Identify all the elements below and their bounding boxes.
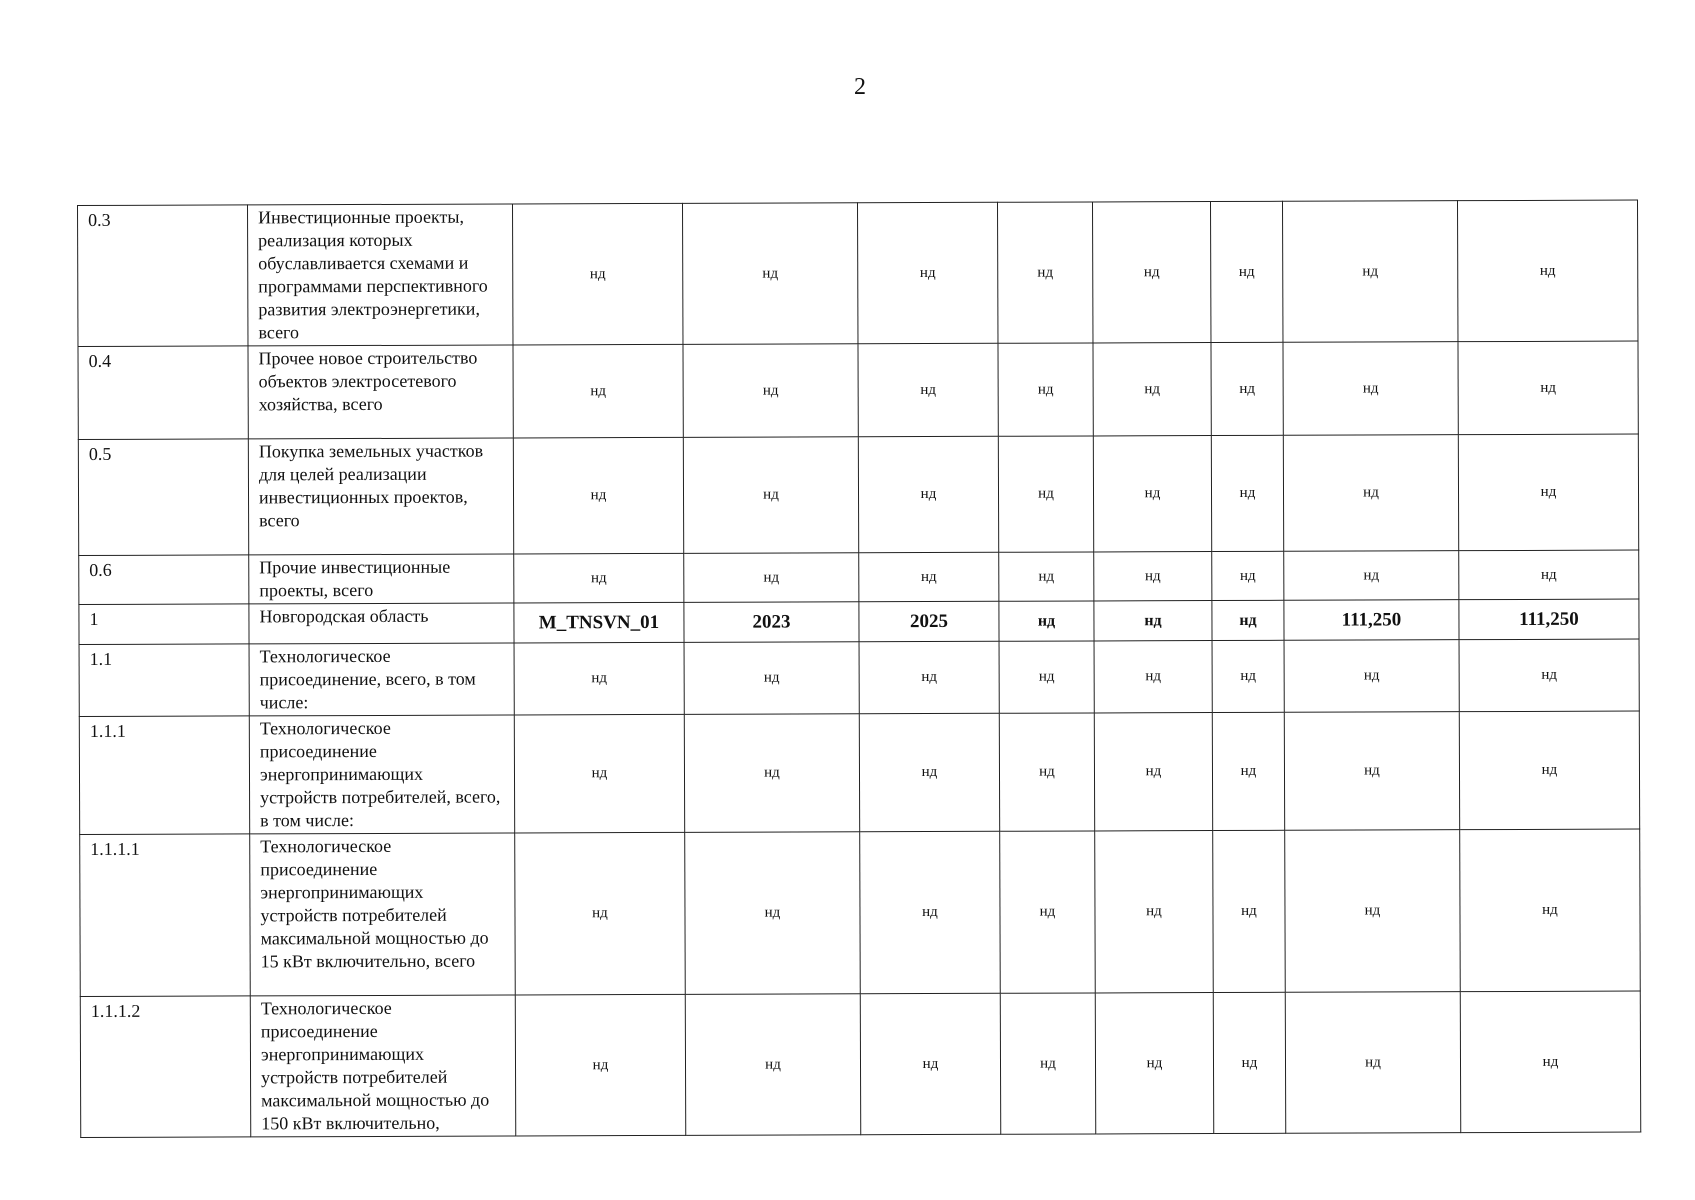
row-name: Технологическое присоединение энергопринимающих устройств потребителей максимальной мощностью до 15 кВт включительно, всего bbox=[250, 833, 516, 996]
row-name: Технологическое присоединение энергопринимающих устройств потребителей максимальной мощностью до 150 кВт включительно, bbox=[250, 995, 515, 1137]
value-cell: нд bbox=[685, 832, 861, 995]
value-cell: нд bbox=[1092, 202, 1210, 343]
value-cell: нд bbox=[998, 343, 1093, 436]
value-cell: 2025 bbox=[859, 601, 999, 641]
row-code: 0.4 bbox=[78, 346, 248, 440]
value-cell: нд bbox=[515, 994, 685, 1136]
value-cell: нд bbox=[514, 642, 684, 715]
value-cell: нд bbox=[1284, 712, 1459, 831]
value-cell: нд bbox=[857, 202, 997, 343]
table-row bbox=[79, 711, 1639, 834]
value-cell: нд bbox=[1094, 641, 1212, 713]
value-cell: нд bbox=[513, 437, 683, 554]
value-cell: нд bbox=[684, 553, 859, 603]
value-cell: нд bbox=[999, 552, 1094, 601]
value-cell: нд bbox=[684, 714, 859, 833]
row-name: Прочее новое строительство объектов электросетевого хозяйства, всего bbox=[248, 345, 513, 439]
value-cell: нд bbox=[999, 601, 1094, 641]
value-cell: нд bbox=[1458, 341, 1638, 435]
investment-program-table bbox=[77, 200, 1641, 1138]
row-code: 1 bbox=[79, 604, 249, 645]
table-row bbox=[78, 200, 1638, 346]
value-cell: нд bbox=[1000, 993, 1095, 1134]
value-cell: нд bbox=[1283, 342, 1458, 436]
value-cell: нд bbox=[1211, 435, 1283, 551]
value-cell: нд bbox=[1285, 830, 1461, 993]
value-cell: нд bbox=[1095, 831, 1214, 993]
value-cell: нд bbox=[1212, 640, 1284, 712]
row-name: Покупка земельных участков для целей реализации инвестиционных проектов, всего bbox=[248, 438, 513, 555]
value-cell: нд bbox=[859, 552, 999, 601]
value-cell: нд bbox=[682, 203, 857, 345]
table-row bbox=[80, 829, 1641, 996]
value-cell: нд bbox=[1212, 551, 1284, 600]
value-cell: нд bbox=[1283, 435, 1458, 552]
value-cell: M_TNSVN_01 bbox=[514, 602, 684, 643]
table-row bbox=[79, 599, 1639, 644]
table-row bbox=[78, 341, 1638, 439]
value-cell: нд bbox=[998, 436, 1093, 552]
row-code: 0.3 bbox=[78, 205, 248, 347]
value-cell: нд bbox=[1213, 992, 1285, 1133]
value-cell: нд bbox=[860, 993, 1000, 1134]
value-cell: нд bbox=[1000, 831, 1096, 993]
value-cell: нд bbox=[1094, 713, 1212, 831]
row-code: 0.6 bbox=[79, 555, 249, 605]
row-name: Новгородская область bbox=[249, 603, 514, 644]
value-cell: нд bbox=[1284, 551, 1459, 601]
value-cell: нд bbox=[858, 436, 998, 552]
value-cell: нд bbox=[999, 713, 1094, 831]
value-cell: нд bbox=[514, 714, 684, 833]
value-cell: нд bbox=[1212, 600, 1284, 640]
value-cell: 2023 bbox=[684, 602, 859, 643]
row-name: Технологическое присоединение энергопринимающих устройств потребителей, всего, в том числе: bbox=[249, 715, 514, 834]
value-cell: нд bbox=[1282, 201, 1457, 343]
value-cell: нд bbox=[1095, 993, 1213, 1134]
value-cell: нд bbox=[1210, 201, 1282, 342]
value-cell: нд bbox=[1093, 343, 1211, 436]
value-cell: нд bbox=[999, 641, 1094, 713]
table-row bbox=[78, 434, 1638, 555]
value-cell: нд bbox=[1284, 640, 1459, 713]
value-cell: нд bbox=[683, 344, 858, 438]
value-cell: нд bbox=[512, 203, 682, 345]
value-cell: нд bbox=[683, 437, 858, 554]
row-name: Технологическое присоединение, всего, в том числе: bbox=[249, 643, 514, 716]
value-cell: нд bbox=[859, 641, 999, 713]
value-cell: нд bbox=[1094, 601, 1212, 641]
page-number: 2 bbox=[854, 74, 866, 100]
value-cell: нд bbox=[997, 202, 1092, 343]
value-cell: нд bbox=[1457, 200, 1637, 342]
table-row bbox=[79, 639, 1639, 716]
value-cell: нд bbox=[1459, 550, 1639, 600]
row-code: 1.1.1.2 bbox=[80, 996, 250, 1138]
value-cell: нд bbox=[1459, 639, 1639, 712]
value-cell: нд bbox=[858, 343, 998, 436]
row-code: 1.1 bbox=[79, 644, 249, 717]
value-cell: нд bbox=[1460, 829, 1641, 992]
value-cell: 111,250 bbox=[1284, 600, 1459, 641]
value-cell: нд bbox=[1285, 992, 1460, 1134]
value-cell: нд bbox=[684, 642, 859, 715]
value-cell: нд bbox=[1460, 991, 1640, 1133]
row-name: Инвестиционные проекты, реализация которых обуславливается схемами и программами перспективного развития электроэнергетики, всего bbox=[248, 204, 513, 346]
value-cell: нд bbox=[1459, 711, 1639, 830]
row-code: 0.5 bbox=[78, 439, 248, 556]
value-cell: нд bbox=[515, 832, 686, 995]
value-cell: нд bbox=[1212, 712, 1284, 830]
value-cell: нд bbox=[1213, 830, 1286, 992]
value-cell: нд bbox=[513, 344, 683, 438]
row-code: 1.1.1 bbox=[79, 716, 249, 835]
value-cell: нд bbox=[1458, 434, 1638, 551]
table-row bbox=[79, 550, 1639, 604]
value-cell: нд bbox=[1094, 552, 1212, 601]
value-cell: нд bbox=[1093, 436, 1211, 552]
value-cell: нд bbox=[1211, 342, 1283, 435]
value-cell: нд bbox=[860, 831, 1001, 993]
row-code: 1.1.1.1 bbox=[80, 834, 251, 997]
value-cell: нд bbox=[514, 553, 684, 603]
table-row bbox=[80, 991, 1640, 1137]
value-cell: 111,250 bbox=[1459, 599, 1639, 640]
value-cell: нд bbox=[685, 994, 860, 1136]
row-name: Прочие инвестиционные проекты, всего bbox=[249, 554, 514, 604]
value-cell: нд bbox=[859, 713, 999, 831]
